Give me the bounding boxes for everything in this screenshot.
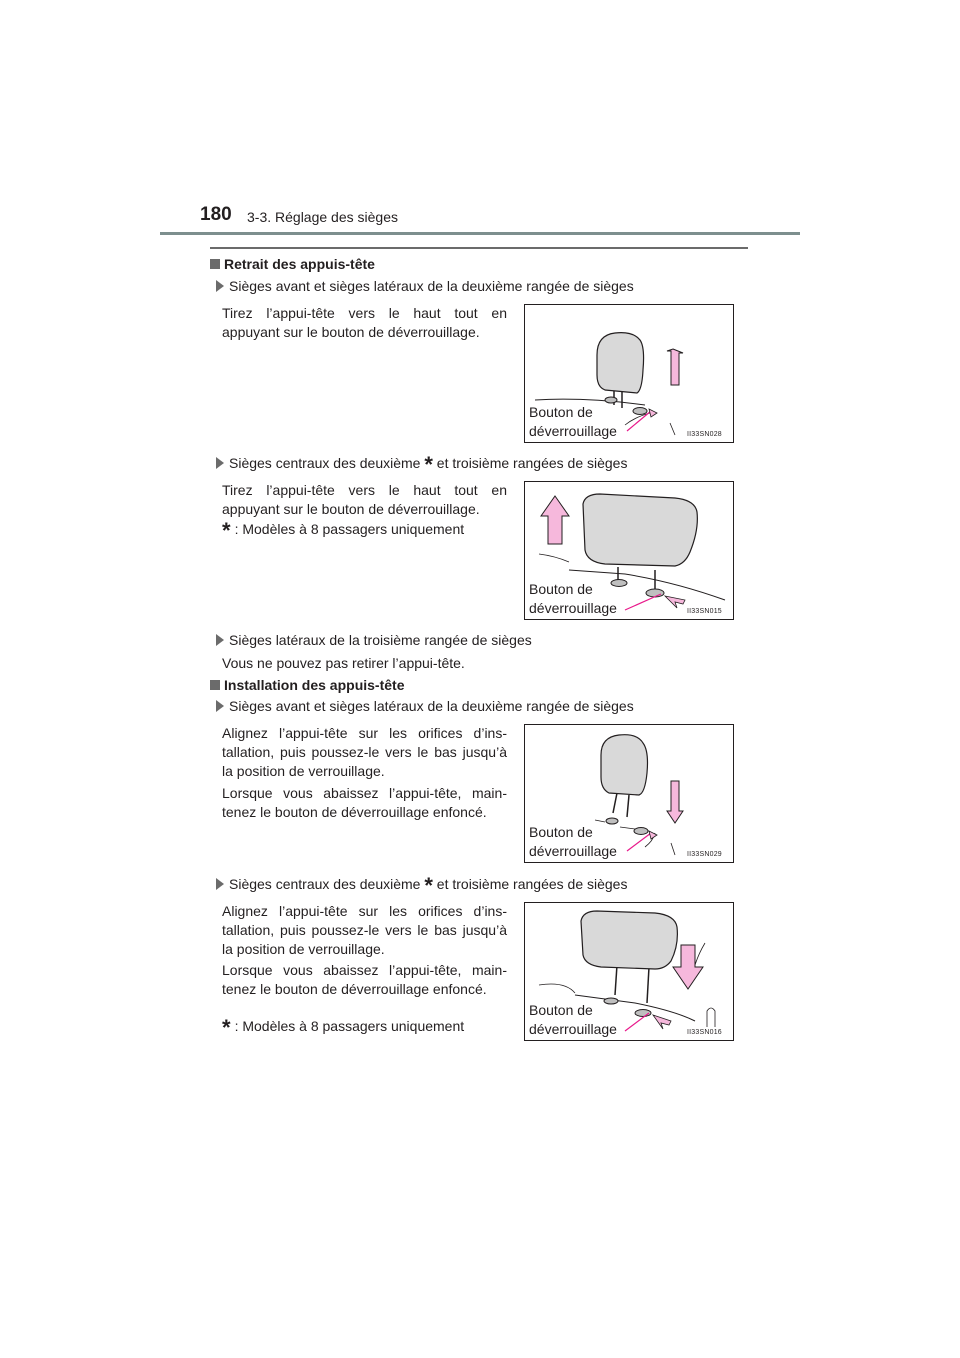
figure-install-front (524, 724, 734, 863)
triangle-bullet-icon (216, 878, 224, 890)
figure-code: II33SN016 (687, 1029, 722, 1036)
figure-remove-front (524, 304, 734, 443)
section-title-installation: Installation des appuis-tête (210, 677, 404, 693)
footnote: * : Modèles à 8 passagers uniquement (222, 518, 465, 543)
figure-code: II33SN029 (687, 851, 722, 858)
page-number: 180 (200, 204, 232, 225)
square-bullet-icon (210, 259, 220, 269)
triangle-bullet-icon (216, 280, 224, 292)
release-button-label-line2: déverrouillage (529, 1021, 617, 1037)
release-button-label: Bouton de (529, 581, 593, 597)
figure-code: II33SN028 (687, 431, 722, 438)
release-button-label-line2: déverrouillage (529, 600, 617, 616)
info-text: Vous ne pouvez pas retirer l’appui-tête. (222, 655, 465, 671)
release-button-label-line2: déverrouillage (529, 423, 617, 439)
release-button-label: Bouton de (529, 404, 593, 420)
instruction-text: Lorsque vous abaissez l’appui-tête, main-tenez le bouton de déverrouillage enfoncé. (222, 785, 507, 820)
triangle-bullet-icon (216, 700, 224, 712)
chapter-title: 3-3. Réglage des sièges (247, 209, 398, 225)
instruction-text: Alignez l’appui-tête sur les orifices d’ins-tallation, puis poussez-le vers le bas jusqu’à la position de verrouillage. (222, 725, 507, 779)
instruction-text: Lorsque vous abaissez l’appui-tête, main-tenez le bouton de déverrouillage enfoncé. (222, 962, 507, 997)
footnote: * : Modèles à 8 passagers uniquement (222, 1015, 465, 1040)
instruction-text: Tirez l’appui-tête vers le haut tout en appuyant sur le bouton de déverrouillage. (222, 482, 507, 517)
release-button-label: Bouton de (529, 1002, 593, 1018)
figure-code: II33SN015 (687, 608, 722, 615)
figure-install-center (524, 902, 734, 1041)
release-button-label: Bouton de (529, 824, 593, 840)
release-button-label-line2: déverrouillage (529, 843, 617, 859)
header-rule (160, 232, 800, 235)
square-bullet-icon (210, 680, 220, 690)
item-heading-front-seats: Sièges avant et sièges latéraux de la deuxième rangée de sièges (216, 278, 634, 294)
item-heading-center-seats: Sièges centraux des deuxième * et troisième rangées de sièges (216, 876, 627, 892)
item-heading-front-seats: Sièges avant et sièges latéraux de la deuxième rangée de sièges (216, 698, 634, 714)
figure-remove-center (524, 481, 734, 620)
section-title-removal: Retrait des appuis-tête (210, 256, 375, 272)
item-heading-third-row: Sièges latéraux de la troisième rangée de sièges (216, 632, 532, 648)
instruction-text: Tirez l’appui-tête vers le haut tout en appuyant sur le bouton de déverrouillage. (222, 305, 507, 340)
instruction-text: Alignez l’appui-tête sur les orifices d’ins-tallation, puis poussez-le vers le bas jusqu’à la position de verrouillage. (222, 903, 507, 957)
item-heading-center-seats: Sièges centraux des deuxième * et troisième rangées de sièges (216, 455, 627, 471)
section-rule (210, 247, 748, 249)
triangle-bullet-icon (216, 634, 224, 646)
triangle-bullet-icon (216, 457, 224, 469)
